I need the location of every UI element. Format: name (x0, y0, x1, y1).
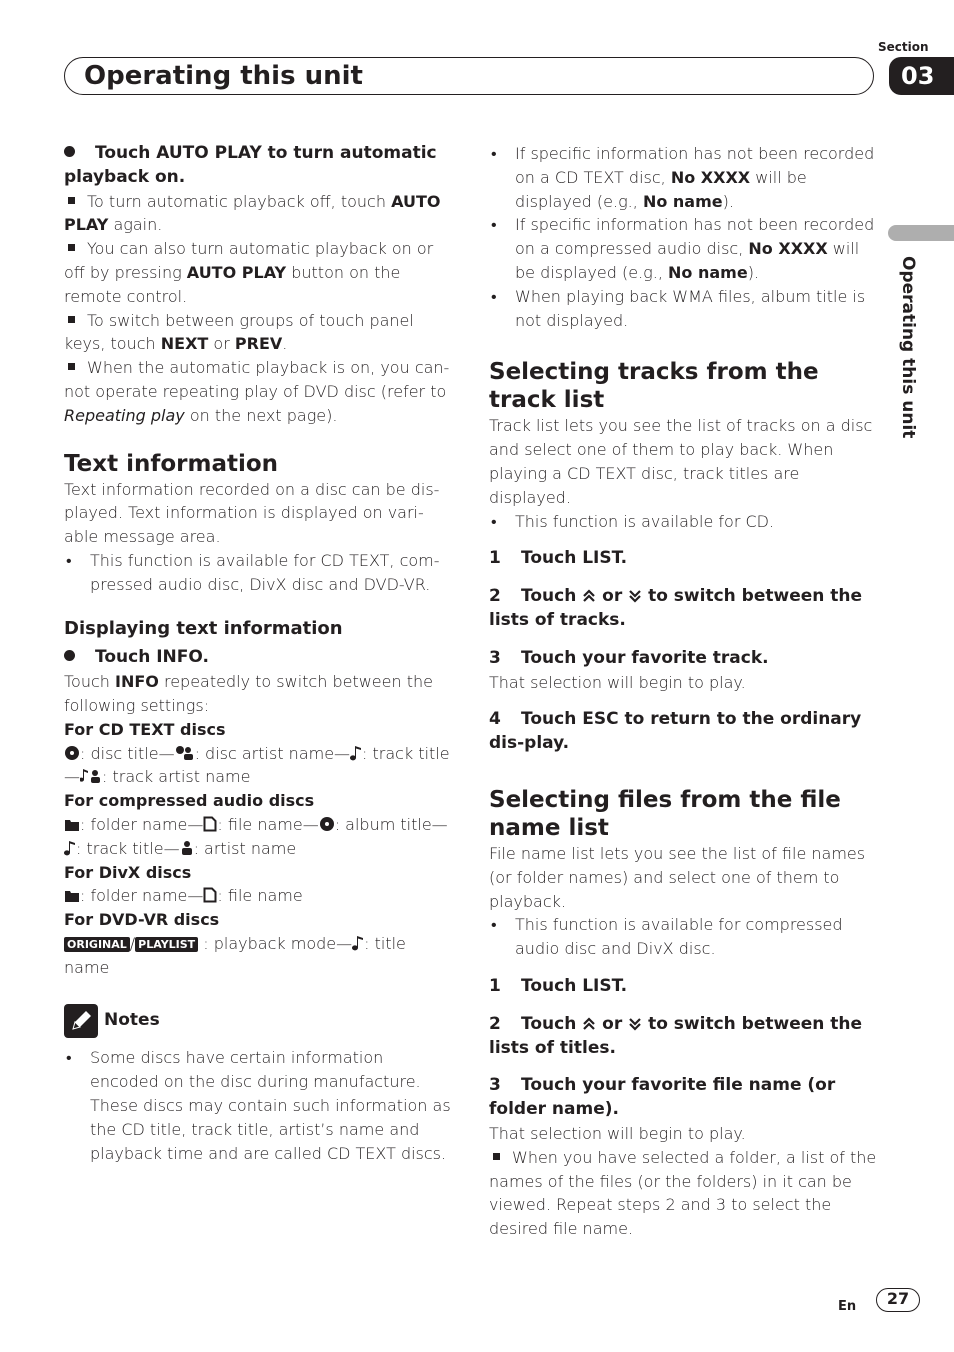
page-title: Operating this unit (84, 61, 363, 91)
disc-artist-icon (175, 745, 195, 761)
side-tab-label: Operating this unit (898, 256, 918, 439)
track-step-1: 1 Touch LIST. (489, 548, 628, 569)
auto-play-note-4: When the automatic playback is on, you can-not operate repeating play of DVD disc (refer to Repeating play on the next page). (64, 358, 450, 425)
dvd-vr-heading: For DVD-VR discs (64, 910, 220, 930)
page-number: 27 (876, 1288, 920, 1312)
double-down-icon (628, 1017, 642, 1031)
auto-play-note-3: To switch between groups of touch panel keys, touch NEXT or PREV. (64, 310, 414, 354)
file-icon (203, 816, 217, 832)
square-bullet-icon (68, 197, 75, 204)
double-up-icon (582, 589, 596, 603)
track-step-3-body: That selection will begin to play. (489, 672, 746, 692)
track-list-bullet: • This function is available for CD. (489, 510, 881, 534)
file-step-1: 1 Touch LIST. (489, 975, 628, 996)
touch-info-body: Touch INFO repeatedly to switch between the following settings: (64, 672, 433, 715)
double-down-icon (628, 589, 642, 603)
artist-icon (180, 840, 194, 856)
dvd-vr-settings: ORIGINAL / PLAYLIST : playback mode— : title name (64, 933, 406, 977)
file-step-3-body: That selection will begin to play. (489, 1123, 746, 1143)
track-list-body: Track list lets you see the list of tracks on a disc and select one of them to play back. When playing a CD TEXT disc, track titles are displayed. (489, 416, 873, 507)
folder-icon (64, 889, 80, 903)
track-artist-icon (80, 768, 102, 784)
section-number: 03 (889, 57, 954, 95)
file-step-3: 3 Touch your favorite file name (or folder name). (489, 1075, 836, 1120)
bullet-dot-icon (64, 146, 75, 157)
compressed-audio-heading: For compressed audio discs (64, 791, 315, 811)
file-list-heading: Selecting files from the file name list (489, 786, 841, 841)
note-wma-album: • When playing back WMA files, album title is not displayed. (489, 285, 881, 333)
track-step-2: 2 Touch or to switch between the lists of tracks. (489, 586, 863, 630)
text-information-heading: Text information (64, 450, 279, 477)
disc-icon (64, 745, 80, 761)
auto-play-heading: Touch AUTO PLAY to turn automatic playback on. (64, 143, 437, 187)
file-icon (203, 887, 217, 903)
file-list-bullet: • This function is available for compressed audio disc and DivX disc. (489, 913, 881, 961)
pencil-icon (64, 1004, 98, 1038)
notes-header: Notes (64, 1004, 456, 1038)
music-note-icon (350, 745, 362, 761)
right-column (489, 142, 881, 1241)
cd-text-heading: For CD TEXT discs (64, 719, 226, 739)
track-step-4: 4 Touch ESC to return to the ordinary dis-play. (489, 709, 862, 754)
section-label: Section (878, 40, 929, 54)
text-information-bullet: • This function is available for CD TEXT, com-pressed audio disc, DivX disc and DVD-VR. (64, 549, 456, 597)
album-disc-icon (319, 816, 335, 832)
file-step-2: 2 Touch or to switch between the lists of titles. (489, 1013, 863, 1058)
divx-settings: : folder name— : file name (64, 884, 456, 908)
track-list-heading: Selecting tracks from the track list (489, 359, 819, 414)
track-step-3: 3 Touch your favorite track. (489, 647, 769, 668)
divx-heading: For DivX discs (64, 862, 192, 882)
language-label: En (838, 1299, 857, 1314)
auto-play-note-1: To turn automatic playback off, touch AUTO PLAY again. (64, 191, 441, 235)
folder-icon (64, 818, 80, 832)
displaying-text-heading: Displaying text information (64, 617, 343, 639)
playlist-mode-badge: PLAYLIST (135, 937, 198, 952)
cd-text-settings: : disc title— : disc artist name— : track title— : track artist name (64, 743, 450, 787)
music-note-icon (64, 840, 76, 856)
note-compressed-no-info: • If specific information has not been recorded on a compressed audio disc, No XXXX will be displayed (e.g., No name). (489, 213, 881, 284)
square-bullet-icon (68, 244, 75, 251)
notes-item: • Some discs have certain information encoded on the disc during manufacture. These discs may contain such information as the CD title, track title, artist’s name and playback time and are called CD TEXT discs. (64, 1046, 456, 1166)
note-cd-text-no-info: • If specific information has not been recorded on a CD TEXT disc, No XXXX will be displayed (e.g., No name). (489, 142, 881, 213)
file-list-body: File name list lets you see the list of file names (or folder names) and select one of them to playback. (489, 843, 866, 911)
file-step-3-note: When you have selected a folder, a list of the names of the files (or the folders) in it can be viewed. Repeat steps 2 and 3 to select the desired file name. (489, 1147, 877, 1239)
auto-play-note-2: You can also turn automatic playback on or off by pressing AUTO PLAY button on the remote control. (64, 239, 434, 306)
music-note-icon (352, 935, 364, 951)
text-information-body: Text information recorded on a disc can be dis-played. Text information is displayed on vari-able message area. (64, 479, 440, 547)
square-bullet-icon (68, 316, 75, 323)
compressed-audio-settings: : folder name— : file name— : album title—: track title— : artist name (64, 813, 456, 861)
double-up-icon (582, 1017, 596, 1031)
bullet-dot-icon (64, 650, 75, 661)
touch-info-step: Touch INFO. (64, 646, 456, 670)
square-bullet-icon (68, 363, 75, 370)
left-column (64, 142, 456, 1166)
side-tab-marker (888, 225, 954, 241)
original-mode-badge: ORIGINAL (64, 937, 130, 952)
square-bullet-icon (493, 1153, 500, 1160)
